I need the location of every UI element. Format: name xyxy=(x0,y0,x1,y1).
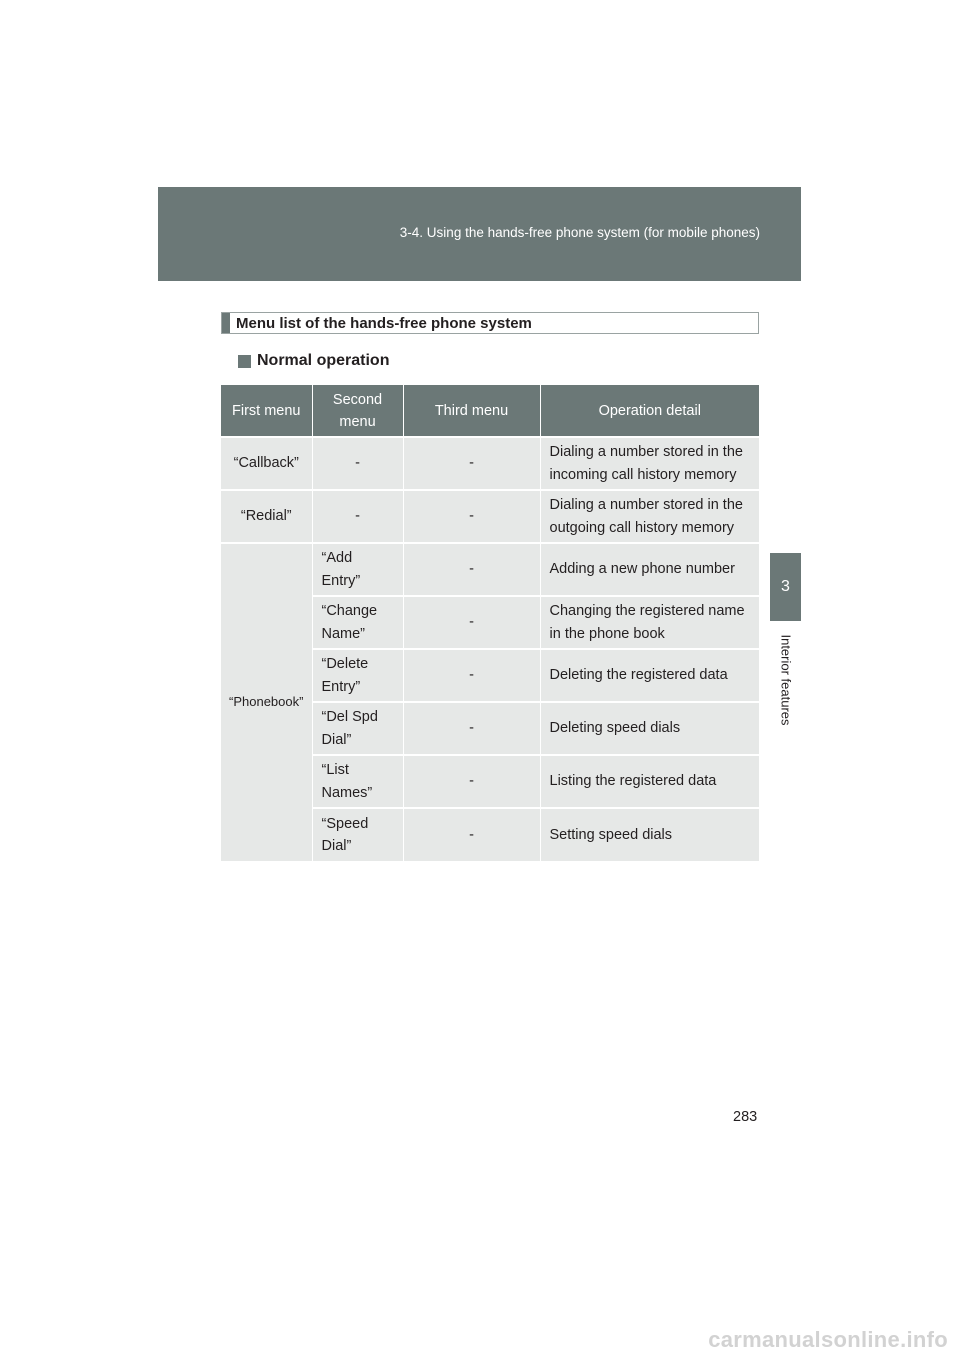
operation-detail-cell: Dialing a number stored in the incoming call history memory xyxy=(540,437,759,490)
chapter-number: 3 xyxy=(781,578,790,595)
third-menu-cell: - xyxy=(403,702,540,755)
header-bar xyxy=(158,187,801,281)
second-menu-cell: “Change Name” xyxy=(312,596,403,649)
section-heading-text: Menu list of the hands-free phone system xyxy=(236,314,532,332)
table-header-row xyxy=(221,385,759,437)
column-header: Operation detail xyxy=(540,385,759,437)
second-menu-cell: - xyxy=(312,437,403,490)
first-menu-cell: “Callback” xyxy=(221,437,312,490)
watermark: carmanualsonline.info xyxy=(708,1327,948,1352)
section-heading xyxy=(221,312,759,334)
column-header: Second menu xyxy=(312,385,403,437)
menu-table xyxy=(221,385,759,861)
table-row xyxy=(221,490,759,543)
third-menu-cell: - xyxy=(403,596,540,649)
second-menu-cell: “Delete Entry” xyxy=(312,649,403,702)
heading-marker-icon xyxy=(222,313,230,333)
square-bullet-icon xyxy=(238,355,251,368)
third-menu-cell: - xyxy=(403,490,540,543)
operation-detail-cell: Deleting speed dials xyxy=(540,702,759,755)
second-menu-cell: “Speed Dial” xyxy=(312,808,403,861)
third-menu-cell: - xyxy=(403,437,540,490)
second-menu-cell: “List Names” xyxy=(312,755,403,808)
column-header: First menu xyxy=(221,385,312,437)
page-number: 283 xyxy=(733,1109,758,1125)
third-menu-cell: - xyxy=(403,755,540,808)
table-row xyxy=(221,437,759,490)
table-row xyxy=(221,543,759,596)
section-title: 3-4. Using the hands-free phone system (for mobile phones) xyxy=(399,225,760,240)
subheading-text: Normal operation xyxy=(257,352,390,369)
chapter-tab xyxy=(770,553,801,621)
second-menu-cell: - xyxy=(312,490,403,543)
first-menu-cell: “Redial” xyxy=(221,490,312,543)
operation-detail-cell: Dialing a number stored in the outgoing call history memory xyxy=(540,490,759,543)
subheading xyxy=(238,352,389,370)
third-menu-cell: - xyxy=(403,808,540,861)
operation-detail-cell: Listing the registered data xyxy=(540,755,759,808)
third-menu-cell: - xyxy=(403,543,540,596)
operation-detail-cell: Deleting the registered data xyxy=(540,649,759,702)
operation-detail-cell: Setting speed dials xyxy=(540,808,759,861)
column-header: Third menu xyxy=(403,385,540,437)
second-menu-cell: “Add Entry” xyxy=(312,543,403,596)
second-menu-cell: “Del Spd Dial” xyxy=(312,702,403,755)
operation-detail-cell: Adding a new phone number xyxy=(540,543,759,596)
operation-detail-cell: Changing the registered name in the phone book xyxy=(540,596,759,649)
chapter-label: Interior features xyxy=(778,634,794,726)
third-menu-cell: - xyxy=(403,649,540,702)
first-menu-cell: “Phonebook” xyxy=(221,543,312,861)
